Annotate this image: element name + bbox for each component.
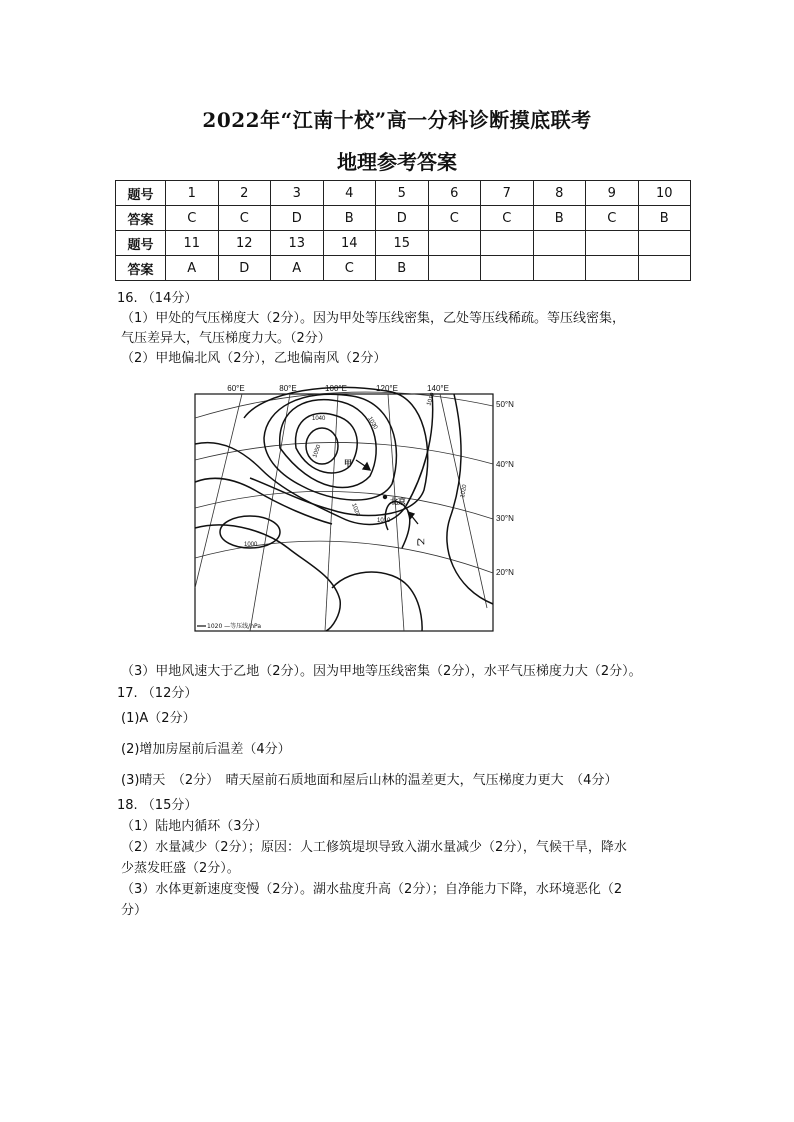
table-cell: 12 xyxy=(218,231,271,256)
lat-label: 20°N xyxy=(496,568,514,577)
isobar-label: 1000 xyxy=(244,542,258,548)
q16-answer-3: （3）甲地风速大于乙地（2分）。因为甲地等压线密集（2分），水平气压梯度力大（2分）。 xyxy=(121,664,642,679)
table-cell: 4 xyxy=(323,181,376,206)
table-row xyxy=(116,206,691,231)
q17-heading: 17. （12分） xyxy=(117,686,198,701)
wind-arrow-head xyxy=(363,463,370,470)
table-row xyxy=(116,181,691,206)
table-row xyxy=(116,256,691,281)
table-cell: B xyxy=(376,256,429,281)
table-cell xyxy=(481,231,534,256)
table-cell: B xyxy=(323,206,376,231)
table-cell xyxy=(586,256,639,281)
table-cell: 7 xyxy=(481,181,534,206)
map-legend: 1020 —等压线/hPa xyxy=(207,623,262,630)
lat-label: 50°N xyxy=(496,400,514,409)
table-cell: 11 xyxy=(166,231,219,256)
table-cell: 15 xyxy=(376,231,429,256)
q16-answer-1: （1）甲处的气压梯度大（2分）。因为甲处等压线密集，乙处等压线稀疏。等压线密集， xyxy=(121,311,626,326)
beijing-dot xyxy=(383,495,387,499)
isobar-label: 1050 xyxy=(312,444,323,459)
table-cell: C xyxy=(481,206,534,231)
lon-label: 100°E xyxy=(325,384,347,393)
table-cell: C xyxy=(323,256,376,281)
q18-answer-1: （1）陆地内循环（3分） xyxy=(121,819,268,834)
table-cell: 10 xyxy=(638,181,691,206)
table-cell: 3 xyxy=(271,181,324,206)
table-cell: D xyxy=(376,206,429,231)
lat-label: 40°N xyxy=(496,460,514,469)
table-cell: 9 xyxy=(586,181,639,206)
isobars xyxy=(195,387,493,631)
place-beijing: 北京 xyxy=(390,497,406,506)
table-cell: 5 xyxy=(376,181,429,206)
q17-answer-1: (1)A（2分） xyxy=(121,711,196,726)
table-cell: A xyxy=(271,256,324,281)
place-jia: 甲 xyxy=(344,459,352,468)
q18-heading: 18. （15分） xyxy=(117,798,198,813)
table-cell xyxy=(638,256,691,281)
isobar-label: 1010 xyxy=(426,392,437,407)
table-cell xyxy=(533,256,586,281)
table-cell xyxy=(533,231,586,256)
table-cell xyxy=(586,231,639,256)
table-cell: 6 xyxy=(428,181,481,206)
q17-answer-2: (2)增加房屋前后温差（4分） xyxy=(121,742,291,757)
q18-answer-3-cont: 分） xyxy=(121,903,148,918)
page-title: 2022年“江南十校”高一分科诊断摸底联考 xyxy=(202,108,592,132)
table-cell xyxy=(428,256,481,281)
table-row xyxy=(116,231,691,256)
row-label: 题号 xyxy=(116,231,166,256)
isobar-label: 1020 xyxy=(460,484,469,499)
table-cell: 13 xyxy=(271,231,324,256)
table-cell: D xyxy=(271,206,324,231)
isobar-label: 1040 xyxy=(312,416,326,422)
graticule xyxy=(195,392,493,631)
table-cell xyxy=(481,256,534,281)
table-cell: D xyxy=(218,256,271,281)
q16-answer-2: （2）甲地偏北风（2分），乙地偏南风（2分） xyxy=(121,351,387,366)
table-cell: B xyxy=(638,206,691,231)
table-cell xyxy=(638,231,691,256)
table-cell: 14 xyxy=(323,231,376,256)
lat-label: 30°N xyxy=(496,514,514,523)
q16-heading: 16. （14分） xyxy=(117,291,198,306)
isobar-label: 1030 xyxy=(366,416,379,431)
lon-label: 120°E xyxy=(376,384,398,393)
table-cell: C xyxy=(166,206,219,231)
table-cell: C xyxy=(586,206,639,231)
q17-answer-3: (3)晴天 （2分） 晴天屋前石质地面和屋后山林的温差更大，气压梯度力更大 （4分） xyxy=(121,773,618,788)
row-label: 答案 xyxy=(116,256,166,281)
table-cell: C xyxy=(218,206,271,231)
q16-answer-1-cont: 气压差异大，气压梯度力大。（2分） xyxy=(121,331,331,346)
lon-label: 60°E xyxy=(227,384,245,393)
table-cell xyxy=(428,231,481,256)
q18-answer-3: （3）水体更新速度变慢（2分）。湖水盐度升高（2分）；自净能力下降，水环境恶化（2 xyxy=(121,882,623,897)
answer-table xyxy=(115,180,691,281)
lon-label: 140°E xyxy=(427,384,449,393)
table-cell: B xyxy=(533,206,586,231)
row-label: 答案 xyxy=(116,206,166,231)
row-label: 题号 xyxy=(116,181,166,206)
table-cell: C xyxy=(428,206,481,231)
isobar-label: 1010 xyxy=(377,518,391,524)
isobar-map xyxy=(192,378,527,634)
isobar-label: 1020 xyxy=(350,502,361,518)
place-yi: 乙 xyxy=(416,538,425,546)
lon-label: 80°E xyxy=(279,384,297,393)
page-subtitle: 地理参考答案 xyxy=(337,150,457,174)
table-cell: 1 xyxy=(166,181,219,206)
table-cell: A xyxy=(166,256,219,281)
q18-answer-2-cont: 少蒸发旺盛（2分）。 xyxy=(121,861,240,876)
table-cell: 2 xyxy=(218,181,271,206)
table-cell: 8 xyxy=(533,181,586,206)
q18-answer-2: （2）水量减少（2分）；原因：人工修筑堤坝导致入湖水量减少（2分），气候干旱，降水 xyxy=(121,840,627,855)
